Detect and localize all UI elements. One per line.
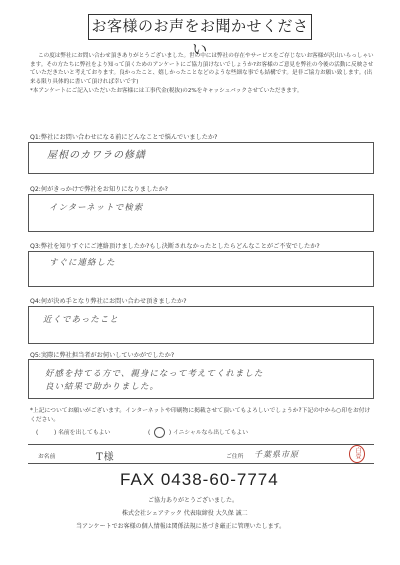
- page-title: お客様のお声をお聞かせください: [88, 14, 312, 40]
- publish-options: [36, 427, 248, 438]
- option-2-bracket-close[interactable]: ): [168, 430, 172, 436]
- answer-1-box: [28, 142, 374, 174]
- selected-circle-icon: [154, 427, 165, 438]
- option-2-label: イニシャルなら出してもよい: [173, 430, 249, 436]
- seal-stamp: [349, 445, 365, 463]
- seal-stamp-text: 白畳: [354, 447, 361, 459]
- answer-1-text: 屋根のカワラの修繕: [47, 150, 146, 161]
- privacy-notice: 当アンケートでお客様の個人情報は関係法規に基づき厳正に管理いたします。: [76, 523, 286, 530]
- answer-3-box: [28, 251, 374, 287]
- question-5-label: Q5:実際に弊社担当者がお伺いしていかがでしたか?: [30, 352, 175, 359]
- question-2-label: Q2:何がきっかけで弊社をお知りになりましたか?: [30, 186, 168, 193]
- company-info: 株式会社シェアテック 代表取締役 大久保 誠二: [122, 510, 248, 517]
- name-address-row: [28, 444, 374, 464]
- option-1-label: 名前を出してもよい: [58, 430, 111, 436]
- answer-4-text: 近くであったこと: [43, 315, 119, 325]
- answer-2-box: [28, 194, 374, 232]
- answer-5-line-2: 良い結果で助かりました。: [45, 382, 160, 392]
- address-label: ご住所: [226, 454, 244, 460]
- thanks-text: ご協力ありがとうございました。: [148, 497, 239, 504]
- option-1-bracket-open[interactable]: (: [36, 430, 39, 436]
- answer-5-line-1: 好感を持てる方で、親身になって考えてくれました: [45, 369, 264, 379]
- option-1-bracket-close[interactable]: ): [53, 430, 57, 436]
- intro-paragraph: この度は弊社にお問い合わせ頂きありがとうございました。世の中には弊社の存在やサービスをご存じないお客様が沢山いらっしゃいます。その方たちに弊社をより知って頂くためのアンケートにご協力頂けないでしょうか?お客様のご意見を弊社の今後の活動に反映させていただきたいと考えております。良かったこと、嬉しかったことなどのような些細な事でも結構です。是非ご協力お願い致します。(出来る限り具体的に書いて頂ければ幸いです): [30, 53, 374, 85]
- fax-number: FAX 0438-60-7774: [120, 470, 279, 489]
- question-4-label: Q4:何が決め手となり弊社にお問い合わせ頂きましたか?: [30, 298, 187, 305]
- question-1-label: Q1:弊社にお問い合わせになる前にどんなことで悩んでいましたか?: [30, 134, 218, 141]
- intro-section: [30, 52, 376, 96]
- option-2-bracket-open[interactable]: (: [147, 430, 151, 436]
- name-value: T様: [96, 452, 115, 463]
- publish-question: *上記についてお願いがございます。インターネットや印刷物に掲載させて頂いてもよろしいでしょうか?下記の中から○印をお付けください。: [30, 408, 371, 423]
- answer-3-text: すぐに連絡した: [49, 258, 116, 268]
- answer-2-text: インターネットで検索: [49, 203, 144, 213]
- answer-5-box: [28, 359, 374, 399]
- cashback-note: *本アンケートにご記入いただいたお客様には工事代金(税抜)の2%をキャッシュバックさせていただきます。: [30, 88, 303, 95]
- question-3-label: Q3:弊社を知りすぐにご連絡頂けましたか?もし決断されなかったとしたらどんなことがご不安でしたか?: [30, 243, 320, 250]
- name-label: お名前: [38, 454, 56, 460]
- address-value: 千葉県市原: [254, 450, 299, 459]
- answer-4-box: [28, 306, 374, 344]
